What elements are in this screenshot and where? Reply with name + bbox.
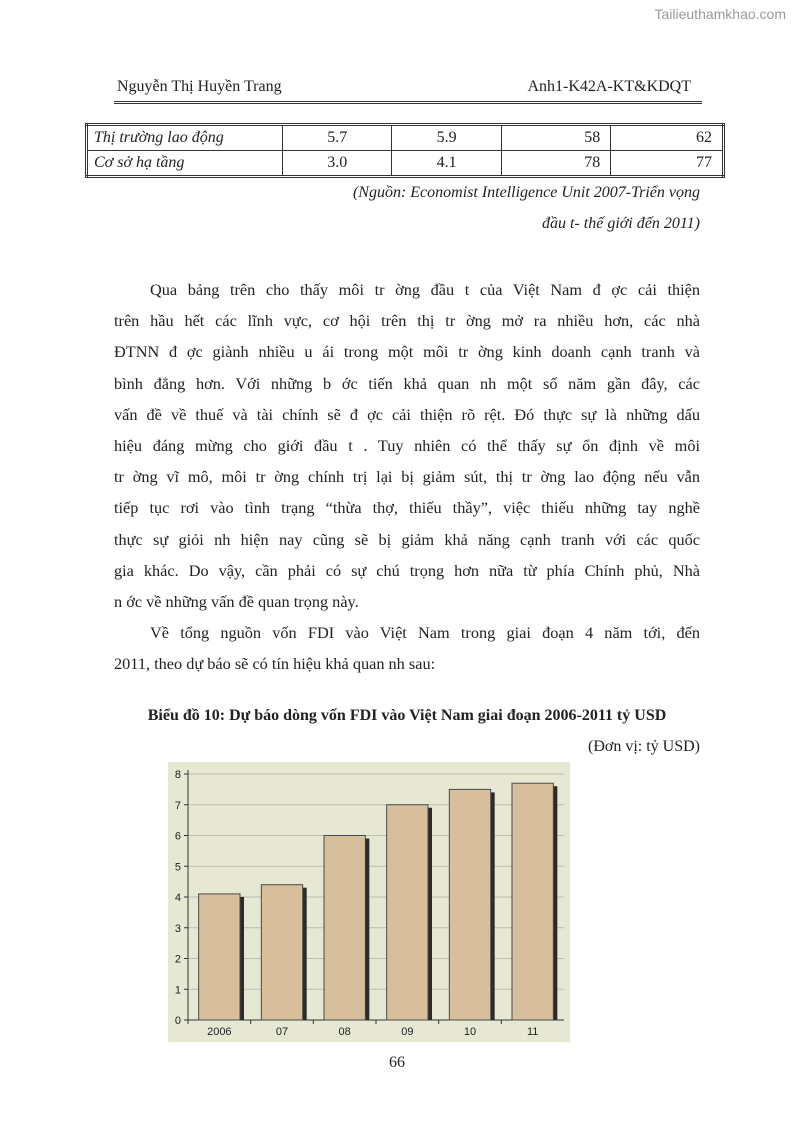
bar — [449, 789, 490, 1020]
header-author: Nguyễn Thị Huyền Trang — [117, 78, 282, 95]
table-cell-label: Cơ sở hạ tầng — [87, 151, 283, 177]
table-cell: 58 — [501, 125, 610, 151]
source-line-2: đầu t- thế giới đến 2011) — [542, 215, 700, 232]
x-tick-label: 07 — [275, 1026, 289, 1038]
fdi-bar-chart — [168, 762, 570, 1042]
paragraph-line: 2011, theo dự báo sẽ có tín hiệu khả quan nh sau: — [114, 654, 436, 674]
table-row — [87, 151, 724, 177]
paragraph-line: thực sự giỏi nh hiện nay cũng sẽ bị giảm khả năng cạnh tranh với các quốc — [114, 529, 700, 549]
x-tick-label: 08 — [338, 1026, 351, 1038]
bar-shadow — [303, 888, 307, 1020]
y-tick-label: 8 — [174, 769, 181, 781]
bar-shadow — [428, 808, 432, 1020]
paragraph-line: tr ờng vĩ mô, môi tr ờng chính trị lại bị giảm sút, thị tr ờng lao động nếu vẫn — [114, 467, 700, 487]
table-cell: 3.0 — [283, 151, 392, 177]
bar — [512, 783, 553, 1020]
paragraph-1 — [114, 274, 700, 617]
y-tick-label: 5 — [174, 861, 181, 874]
bar — [261, 885, 302, 1020]
header-rule — [114, 101, 702, 104]
x-tick-label: 09 — [401, 1026, 414, 1038]
page-header — [117, 78, 701, 100]
bar-shadow — [365, 839, 369, 1021]
x-tick-label: 11 — [526, 1026, 539, 1038]
y-tick-label: 3 — [174, 922, 181, 935]
table-cell: 5.9 — [392, 125, 501, 151]
y-tick-label: 7 — [174, 799, 181, 812]
paragraph-line: vấn đề về thuế và tài chính sẽ đ ợc cải thiện rõ rệt. Đó thực sự là những dấu — [114, 404, 700, 424]
x-tick-label: 10 — [463, 1026, 477, 1038]
page-number: 66 — [389, 1054, 405, 1071]
chart-unit: (Đơn vị: tỷ USD) — [587, 738, 700, 755]
paragraph-line: hiệu đáng mừng cho giới đầu t . Tuy nhiên có thể thấy sự ổn định về môi — [114, 435, 700, 455]
x-tick-label: 2006 — [207, 1026, 232, 1038]
watermark: Tailieuthamkhao.com — [654, 6, 786, 22]
source-line-1: (Nguồn: Economist Intelligence Unit 2007-Triển vọng — [352, 184, 700, 201]
paragraph-line: n ớc về những vấn đề quan trọng này. — [114, 591, 359, 611]
header-class: Anh1-K42A-KT&KDQT — [527, 78, 691, 95]
paragraph-2 — [114, 617, 700, 679]
chart-title: Biểu đồ 10: Dự báo dòng vốn FDI vào Việt Nam giai đoạn 2006-2011 tỷ USD — [147, 707, 667, 724]
table-cell: 78 — [501, 151, 610, 177]
paragraph-line: gia khác. Do vậy, cần phải có sự chú trọng hơn nữa từ phía Chính phủ, Nhà — [114, 560, 700, 580]
bar — [199, 894, 240, 1020]
bar — [324, 836, 365, 1021]
paragraph-line: bình đẳng hơn. Với những b ớc tiến khả quan nh một số năm gần đây, các — [114, 373, 700, 393]
y-tick-label: 1 — [174, 984, 181, 997]
bar — [387, 805, 428, 1020]
y-tick-label: 6 — [174, 830, 181, 843]
table-cell: 4.1 — [392, 151, 501, 177]
indicator-table — [85, 123, 725, 178]
bar-shadow — [491, 792, 495, 1020]
table-cell: 77 — [611, 151, 724, 177]
y-tick-label: 2 — [174, 953, 181, 966]
y-tick-label: 4 — [174, 892, 181, 904]
bar-shadow — [240, 897, 244, 1020]
paragraph-line: trên hầu hết các lĩnh vực, cơ hội trên thị tr ờng mở ra nhiều hơn, các nhà — [114, 311, 700, 331]
table-cell: 5.7 — [283, 125, 392, 151]
paragraph-line: tiếp tục rơi vào tình trạng “thừa thợ, thiếu thầy”, việc thiếu những tay nghề — [114, 498, 700, 518]
paragraph-line: Về tổng nguồn vốn FDI vào Việt Nam trong giai đoạn 4 năm tới, đến — [150, 623, 700, 642]
y-tick-label: 0 — [174, 1015, 181, 1027]
table-cell-label: Thị trường lao động — [87, 125, 283, 151]
table-cell: 62 — [611, 125, 724, 151]
table-row — [87, 125, 724, 151]
bar-shadow — [553, 786, 557, 1020]
paragraph-line: ĐTNN đ ợc giành nhiều u ái trong một môi tr ờng kinh doanh cạnh tranh và — [114, 342, 700, 362]
paragraph-line: Qua bảng trên cho thấy môi tr ờng đầu t của Việt Nam đ ợc cải thiện — [150, 280, 700, 299]
